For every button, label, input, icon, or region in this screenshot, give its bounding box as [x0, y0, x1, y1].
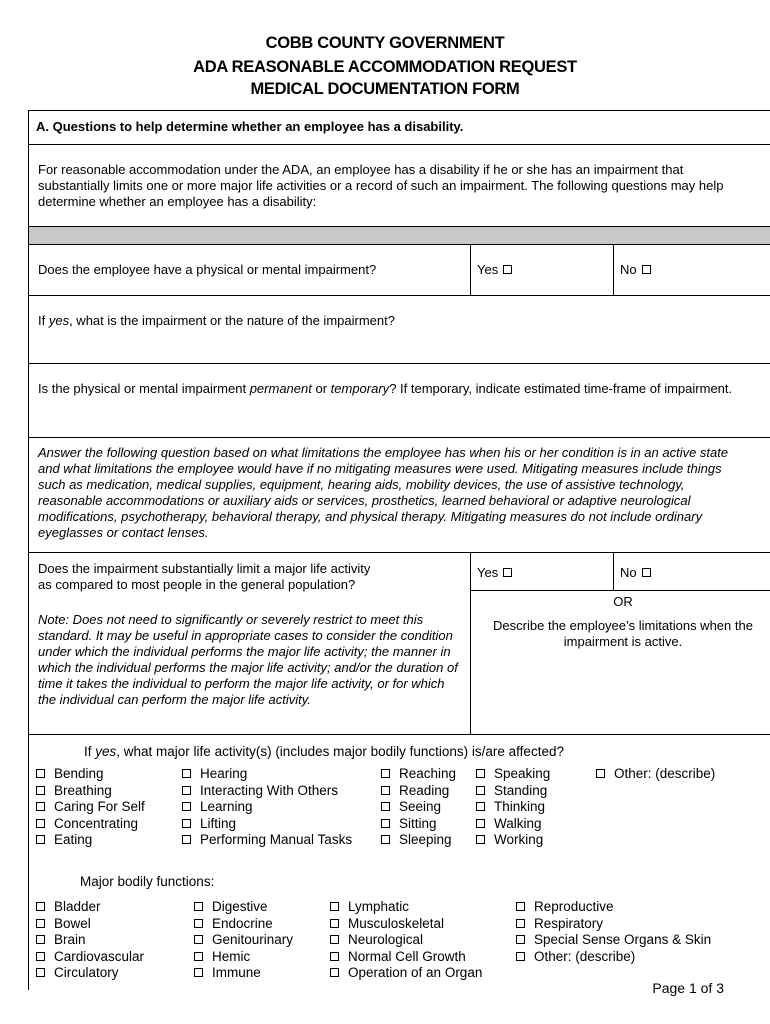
bodily-col1	[36, 899, 144, 982]
checkbox-label: Lifting	[200, 815, 237, 831]
checkbox[interactable]	[330, 952, 339, 961]
checkbox-item[interactable]	[182, 783, 352, 800]
q4-yes-label: Yes	[477, 565, 499, 580]
q4-no-option[interactable]	[620, 565, 651, 581]
checkbox-item[interactable]	[596, 766, 715, 783]
checkbox[interactable]	[36, 802, 45, 811]
bodily-col3	[330, 899, 482, 982]
checkbox-label: Bladder	[54, 899, 101, 914]
checkbox-label: Circulatory	[54, 965, 119, 980]
divider	[28, 244, 770, 245]
form-title-line1: COBB COUNTY GOVERNMENT	[265, 34, 505, 52]
describe-limitations: Describe the employee’s limitations when the impairment is active.	[493, 618, 753, 649]
checkbox-label: Working	[494, 832, 544, 847]
checkbox[interactable]	[476, 802, 485, 811]
checkbox[interactable]	[36, 902, 45, 911]
checkbox[interactable]	[194, 968, 203, 977]
activities-col4	[476, 766, 550, 849]
q2-suffix: , what is the impairment or the nature of the impairment?	[69, 313, 395, 328]
checkbox[interactable]	[194, 919, 203, 928]
checkbox-label: Concentrating	[54, 815, 139, 831]
checkbox-item[interactable]	[182, 832, 352, 849]
checkbox-item[interactable]	[476, 783, 550, 800]
activities-prompt-suffix: , what major life activity(s) (includes major bodily functions) is/are affected?	[116, 744, 564, 759]
divider	[28, 295, 770, 296]
checkbox-label: Speaking	[494, 766, 551, 781]
checkbox[interactable]	[381, 786, 390, 795]
bodily-col4	[516, 899, 711, 965]
checkbox-label: Caring For Self	[54, 799, 145, 814]
checkbox-item[interactable]	[194, 899, 293, 916]
checkbox[interactable]	[516, 935, 525, 944]
checkbox-label: Special Sense Organs & Skin	[534, 932, 712, 947]
checkbox-item[interactable]	[36, 766, 145, 783]
checkbox-item[interactable]	[516, 916, 711, 933]
activities-prompt-em: yes	[95, 744, 117, 759]
q1-yes-checkbox[interactable]	[503, 265, 512, 274]
q1-yes-label: Yes	[477, 262, 499, 277]
checkbox-item[interactable]	[36, 965, 144, 982]
checkbox-label: Neurological	[348, 932, 424, 947]
q1-yes-option[interactable]	[477, 262, 512, 278]
bodily-functions-label: Major bodily functions:	[80, 874, 215, 889]
q2-em: yes	[48, 313, 70, 328]
checkbox[interactable]	[476, 819, 485, 828]
checkbox-item[interactable]	[36, 783, 145, 800]
q4-no-checkbox[interactable]	[642, 568, 651, 577]
checkbox[interactable]	[330, 919, 339, 928]
form-title-line3: MEDICAL DOCUMENTATION FORM	[250, 80, 520, 98]
checkbox[interactable]	[381, 835, 390, 844]
q4-no-label: No	[620, 565, 637, 580]
mitigating-measures-text: Answer the following question based on what limitations the employee has when his or her condition is in an active state and what limitations the employee would have if no mitigating measures were used. Mitigating measures include things such as medication, medical supplies, equipment, hearing aids, mobility devices, the use of assistive technology, reasonable accommodations or auxiliary aids or services, prosthetics, learned behavioral or adaptive neurological modifications, psychotherapy, behavioral therapy, and physical therapy. Mitigating measures do not include ordinary eyeglasses or contact lenses.	[38, 445, 729, 540]
form-title-line2: ADA REASONABLE ACCOMMODATION REQUEST	[193, 58, 577, 76]
checkbox-label: Bending	[54, 766, 104, 781]
checkbox-item[interactable]	[476, 832, 550, 849]
checkbox[interactable]	[182, 802, 191, 811]
q1-no-option[interactable]	[620, 262, 651, 278]
checkbox[interactable]	[330, 902, 339, 911]
q3-part1: Is the physical or mental impairment	[38, 381, 250, 396]
or-label: OR	[613, 594, 633, 609]
checkbox[interactable]	[194, 935, 203, 944]
checkbox-item[interactable]	[36, 832, 145, 849]
q2-text[interactable]	[38, 313, 395, 329]
checkbox-label: Seeing	[399, 799, 442, 814]
checkbox-item[interactable]	[36, 816, 145, 833]
checkbox-label: Learning	[200, 799, 253, 814]
checkbox[interactable]	[381, 769, 390, 778]
checkbox-label: Hemic	[212, 948, 251, 964]
checkbox-item[interactable]	[330, 949, 482, 966]
q3-text[interactable]	[38, 381, 738, 397]
q2-prefix: If	[38, 313, 49, 328]
activities-col1	[36, 766, 145, 849]
checkbox-label: Musculoskeletal	[348, 915, 445, 931]
checkbox-item[interactable]	[194, 916, 293, 933]
checkbox-label: Cardiovascular	[54, 948, 145, 964]
activities-prompt-prefix: If	[84, 744, 96, 759]
checkbox-item[interactable]	[476, 816, 550, 833]
checkbox-label: Reproductive	[534, 899, 614, 914]
checkbox[interactable]	[182, 819, 191, 828]
checkbox-label: Eating	[54, 832, 93, 847]
section-a-intro: For reasonable accommodation under the ADA, an employee has a disability if he or she has an impairment that substantially limits one or more major life activities or a record of such an impairment. The following questions may help determine whether an employee has a disability:	[38, 162, 724, 209]
checkbox-item[interactable]	[330, 965, 482, 982]
checkbox-item[interactable]	[36, 899, 144, 916]
checkbox-item[interactable]	[330, 932, 482, 949]
checkbox-item[interactable]	[516, 949, 711, 966]
checkbox-label: Sleeping	[399, 832, 452, 847]
q4-line2: as compared to most people in the general population?	[38, 577, 356, 592]
checkbox[interactable]	[516, 919, 525, 928]
divider	[28, 363, 770, 364]
shaded-separator	[29, 227, 770, 244]
activities-prompt	[84, 744, 564, 760]
checkbox-label: Other: (describe)	[534, 948, 636, 964]
checkbox[interactable]	[381, 802, 390, 811]
checkbox-label: Brain	[54, 932, 86, 947]
checkbox-item[interactable]	[194, 932, 293, 949]
checkbox-item[interactable]	[182, 766, 352, 783]
checkbox[interactable]	[182, 769, 191, 778]
checkbox-item[interactable]	[381, 816, 456, 833]
checkbox-label: Normal Cell Growth	[348, 948, 466, 964]
checkbox-item[interactable]	[36, 932, 144, 949]
divider	[613, 552, 614, 590]
checkbox-item[interactable]	[381, 832, 456, 849]
checkbox-item[interactable]	[36, 949, 144, 966]
checkbox[interactable]	[36, 952, 45, 961]
checkbox-item[interactable]	[36, 799, 145, 816]
divider	[28, 734, 770, 735]
divider	[470, 552, 471, 734]
divider	[470, 590, 770, 591]
checkbox-label: Operation of an Organ	[348, 965, 483, 980]
checkbox-label: Breathing	[54, 782, 112, 798]
checkbox-label: Reaching	[399, 766, 457, 781]
checkbox[interactable]	[36, 968, 45, 977]
checkbox-item[interactable]	[182, 816, 352, 833]
q4-note: Note: Does not need to significantly or severely restrict to meet this standard. It may be useful in appropriate cases to consider the condition under which the individual performs the major life activity; the manner in which the individual performs the major life activity; and/or the duration of time it takes the individual to perform the major life activity, or for which the individual can perform the major life activity.	[38, 612, 458, 707]
q3-temporary: temporary	[330, 381, 390, 396]
checkbox-label: Respiratory	[534, 915, 604, 931]
checkbox-label: Other: (describe)	[614, 766, 716, 781]
checkbox-item[interactable]	[516, 932, 711, 949]
checkbox-item[interactable]	[476, 766, 550, 783]
checkbox-item[interactable]	[516, 899, 711, 916]
q1-text: Does the employee have a physical or mental impairment?	[38, 262, 377, 277]
checkbox-item[interactable]	[330, 899, 482, 916]
checkbox-label: Performing Manual Tasks	[200, 832, 353, 847]
divider	[28, 437, 770, 438]
checkbox[interactable]	[476, 835, 485, 844]
checkbox[interactable]	[194, 902, 203, 911]
page-number: Page 1 of 3	[652, 980, 724, 996]
checkbox[interactable]	[476, 769, 485, 778]
checkbox[interactable]	[596, 769, 605, 778]
checkbox[interactable]	[36, 769, 45, 778]
checkbox[interactable]	[36, 935, 45, 944]
checkbox-item[interactable]	[182, 799, 352, 816]
checkbox-label: Hearing	[200, 766, 248, 781]
checkbox-label: Interacting With Others	[200, 782, 339, 798]
q4-yes-option[interactable]	[477, 565, 512, 581]
checkbox-item[interactable]	[330, 916, 482, 933]
checkbox-item[interactable]	[194, 965, 293, 982]
checkbox-item[interactable]	[36, 916, 144, 933]
checkbox-item[interactable]	[381, 799, 456, 816]
checkbox[interactable]	[330, 968, 339, 977]
checkbox[interactable]	[516, 902, 525, 911]
checkbox[interactable]	[36, 835, 45, 844]
q4-line1: Does the impairment substantially limit a major life activity	[38, 561, 371, 576]
checkbox-item[interactable]	[194, 949, 293, 966]
divider	[28, 144, 770, 145]
checkbox[interactable]	[516, 952, 525, 961]
checkbox-label: Sitting	[399, 815, 437, 831]
q1-no-checkbox[interactable]	[642, 265, 651, 274]
checkbox[interactable]	[381, 819, 390, 828]
checkbox-item[interactable]	[381, 766, 456, 783]
activities-col5	[596, 766, 715, 783]
checkbox[interactable]	[36, 819, 45, 828]
checkbox-label: Walking	[494, 815, 542, 831]
q3-part3: ? If temporary, indicate estimated time-frame of impairment.	[389, 381, 733, 396]
activities-col2	[182, 766, 352, 849]
q4-yes-checkbox[interactable]	[503, 568, 512, 577]
divider	[28, 552, 770, 553]
checkbox[interactable]	[182, 835, 191, 844]
checkbox-label: Bowel	[54, 915, 91, 931]
checkbox[interactable]	[330, 935, 339, 944]
checkbox[interactable]	[194, 952, 203, 961]
checkbox-label: Reading	[399, 782, 450, 798]
checkbox-label: Thinking	[494, 799, 546, 814]
divider	[470, 244, 471, 295]
q1-no-label: No	[620, 262, 637, 277]
checkbox-label: Digestive	[212, 899, 268, 914]
q3-part2: or	[311, 381, 331, 396]
checkbox-label: Lymphatic	[348, 899, 410, 914]
bodily-col2	[194, 899, 293, 982]
divider	[613, 244, 614, 295]
section-a-title: A. Questions to help determine whether an employee has a disability.	[36, 119, 464, 134]
checkbox-label: Standing	[494, 782, 548, 798]
checkbox[interactable]	[36, 786, 45, 795]
checkbox-label: Genitourinary	[212, 932, 294, 947]
checkbox[interactable]	[182, 786, 191, 795]
checkbox-item[interactable]	[381, 783, 456, 800]
q3-permanent: permanent	[249, 381, 312, 396]
checkbox-item[interactable]	[476, 799, 550, 816]
checkbox[interactable]	[36, 919, 45, 928]
activities-col3	[381, 766, 456, 849]
checkbox-label: Endocrine	[212, 915, 273, 931]
checkbox[interactable]	[476, 786, 485, 795]
checkbox-label: Immune	[212, 965, 261, 980]
